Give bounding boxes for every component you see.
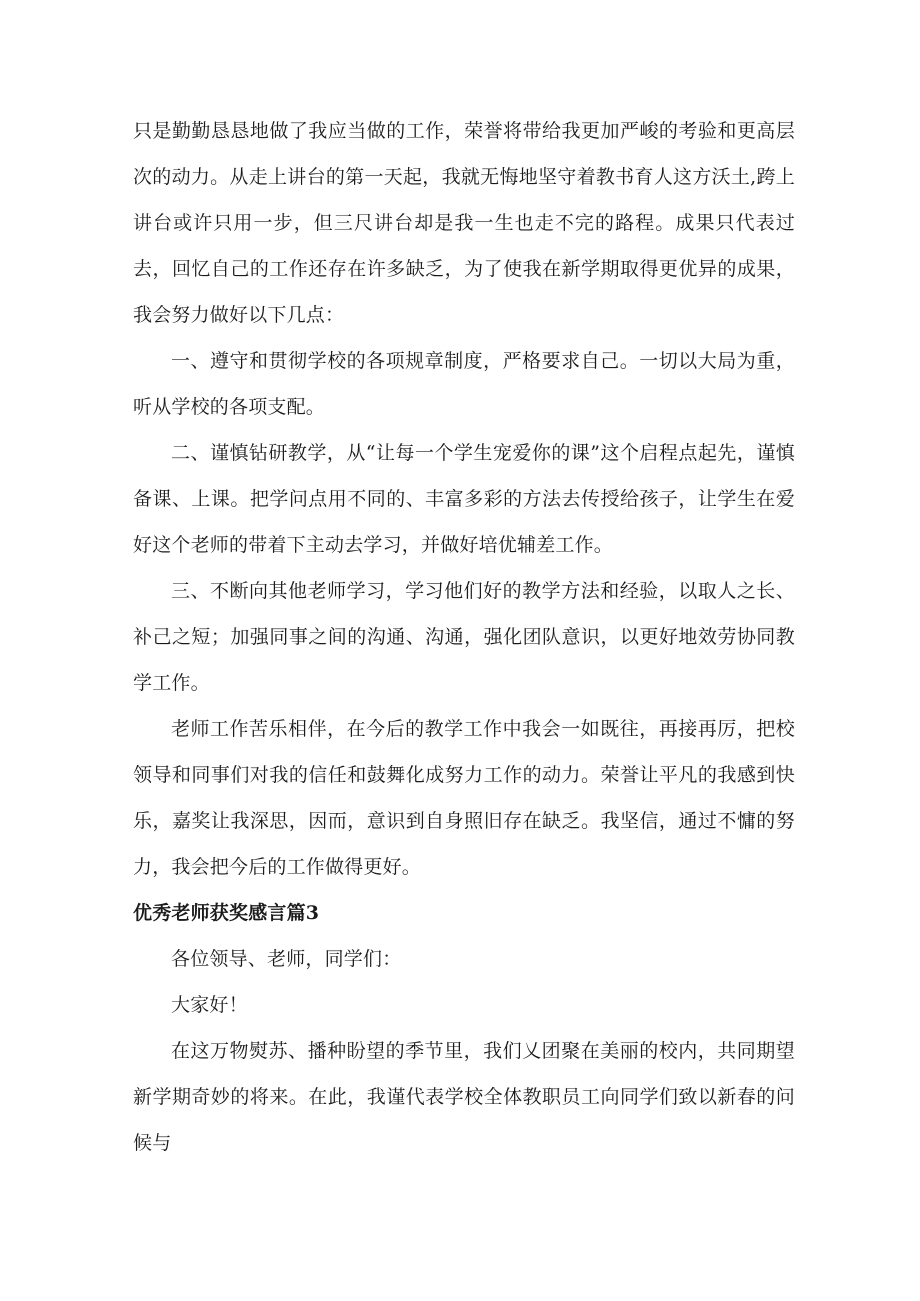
paragraph-speech-opening: 在这万物熨苏、播种盼望的季节里，我们乂团聚在美丽的校内，共同期望新学期奇妙的将来。在此，我谨代表学校全体教职员工向同学们致以新春的问候与 xyxy=(133,1040,795,1154)
document-body xyxy=(133,108,795,1166)
paragraph-continuation: 只是勤勤恳恳地做了我应当做的工作，荣誉将带给我更加严峻的考验和更高层次的动力。从走上讲台的第一天起，我就无悔地坚守着教书育人这方沃土,跨上讲台或许只用一步，但三尺讲台却是我一生也走不完的路程。成果只代表过去，回忆自己的工作还存在许多缺乏，为了使我在新学期取得更优异的成果，我会努力做好以下几点： xyxy=(133,120,795,326)
salutation: 各位领导、老师，同学们： xyxy=(171,948,402,970)
greeting: 大家好！ xyxy=(171,994,248,1016)
paragraph-point-three: 三、不断向其他老师学习，学习他们好的教学方法和经验，以取人之长、补己之短；加强同事之间的沟通、沟通，强化团队意识，以更好地效劳协同教学工作。 xyxy=(133,580,795,694)
paragraph-point-one: 一、遵守和贯彻学校的各项规章制度，严格要求自己。一切以大局为重，听从学校的各项支配。 xyxy=(133,350,795,418)
paragraph-closing: 老师工作苦乐相伴，在今后的教学工作中我会一如既往，再接再厉，把校领导和同事们对我的信任和鼓舞化成努力工作的动力。荣誉让平凡的我感到快乐，嘉奖让我深思，因而，意识到自身照旧存在缺乏。我坚信，通过不慵的努力，我会把今后的工作做得更好。 xyxy=(133,718,795,878)
paragraph-point-two: 二、谨慎钻研教学，从“让每一个学生宠爱你的课”这个启程点起先，谨慎备课、上课。把学问点用不同的、丰富多彩的方法去传授给孩子，让学生在爱好这个老师的带着下主动去学习，并做好培优辅差工作。 xyxy=(133,442,795,556)
section-heading: 优秀老师获奖感言篇3 xyxy=(133,902,320,924)
